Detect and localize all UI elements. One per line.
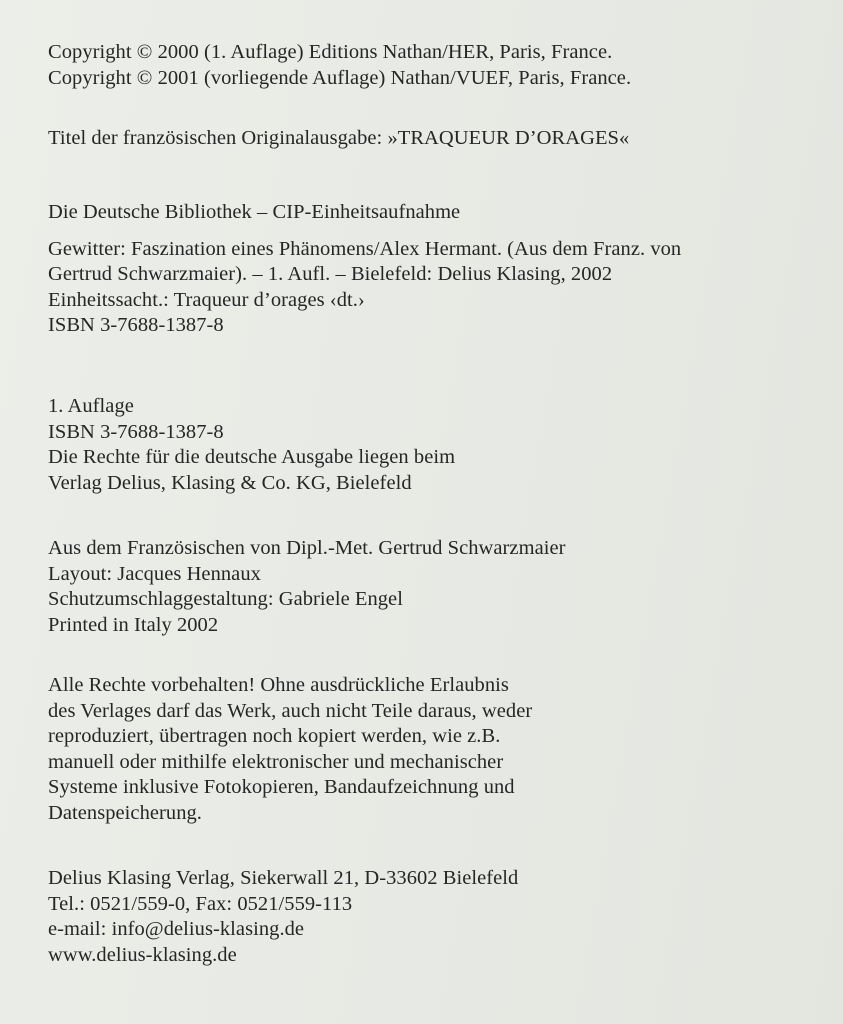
edition-block <box>48 394 455 496</box>
cip-line: Gertrud Schwarzmaier). – 1. Aufl. – Bielefeld: Delius Klasing, 2002 <box>48 263 613 285</box>
credits-layout: Layout: Jacques Hennaux <box>48 562 261 585</box>
rights-line: Alle Rechte vorbehalten! Ohne ausdrückliche Erlaubnis <box>48 674 509 696</box>
rights-line: des Verlages darf das Werk, auch nicht Teile daraus, weder <box>48 699 533 722</box>
edition-line: 1. Auflage <box>48 395 134 417</box>
credits-block <box>48 536 566 638</box>
edition-line: Verlag Delius, Klasing & Co. KG, Bielefeld <box>48 471 412 494</box>
cip-block <box>48 200 681 339</box>
cip-line: Gewitter: Faszination eines Phänomens/Alex Hermant. (Aus dem Franz. von <box>48 237 682 260</box>
rights-line: manuell oder mithilfe elektronischer und mechanischer <box>48 750 504 773</box>
contact-website: www.delius-klasing.de <box>48 943 237 966</box>
contact-address: Delius Klasing Verlag, Siekerwall 21, D-33602 Bielefeld <box>48 867 519 889</box>
cip-heading: Die Deutsche Bibliothek – CIP-Einheitsaufnahme <box>48 201 461 223</box>
original-title-block <box>48 126 629 152</box>
contact-email: e-mail: info@delius-klasing.de <box>48 918 305 940</box>
credits-printed: Printed in Italy 2002 <box>48 613 219 636</box>
credits-translator: Aus dem Französischen von Dipl.-Met. Gertrud Schwarzmaier <box>48 537 566 559</box>
edition-line: Die Rechte für die deutsche Ausgabe liegen beim <box>48 446 456 468</box>
rights-line: Systeme inklusive Fotokopieren, Bandaufzeichnung und <box>48 776 515 798</box>
copyright-line: Copyright © 2000 (1. Auflage) Editions Nathan/HER, Paris, France. <box>48 41 613 63</box>
contact-block <box>48 866 518 968</box>
cip-isbn: ISBN 3-7688-1387-8 <box>48 314 224 336</box>
edition-isbn: ISBN 3-7688-1387-8 <box>48 420 224 443</box>
credits-cover-design: Schutzumschlaggestaltung: Gabriele Engel <box>48 588 403 610</box>
rights-line: Datenspeicherung. <box>48 801 202 824</box>
copyright-block <box>48 40 631 91</box>
rights-line: reproduziert, übertragen noch kopiert werden, wie z.B. <box>48 725 501 747</box>
copyright-line: Copyright © 2001 (vorliegende Auflage) Nathan/VUEF, Paris, France. <box>48 66 632 89</box>
original-title-line: Titel der französischen Originalausgabe: »TRAQUEUR D’ORAGES« <box>48 127 630 149</box>
cip-line: Einheitssacht.: Traqueur d’orages ‹dt.› <box>48 288 365 311</box>
rights-block <box>48 673 532 826</box>
contact-phone: Tel.: 0521/559-0, Fax: 0521/559-113 <box>48 892 353 915</box>
